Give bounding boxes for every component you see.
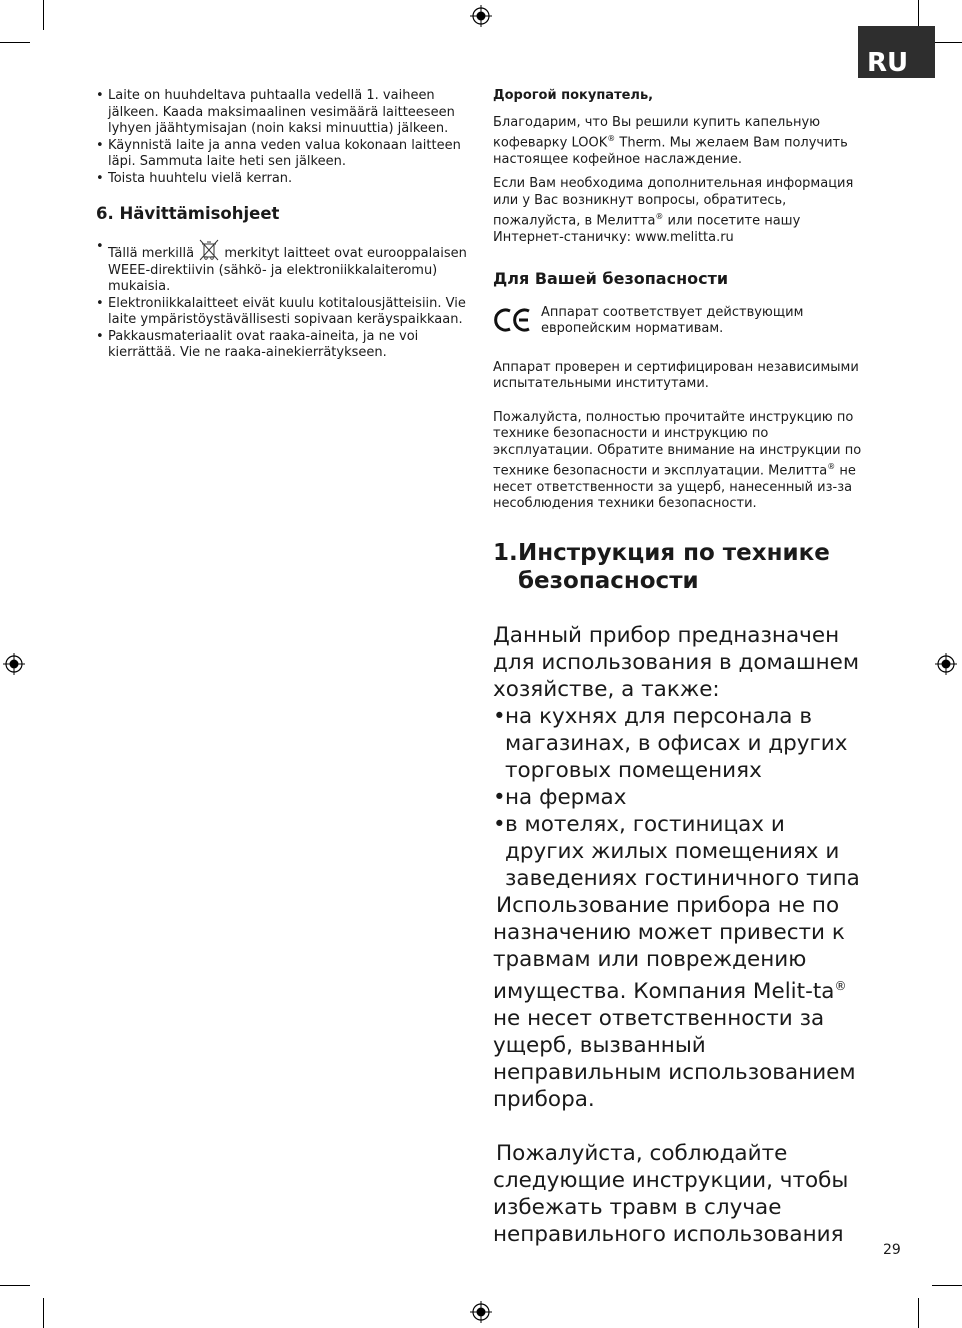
weee-bin-icon (198, 239, 220, 261)
weee-text-before: Tällä merkillä (108, 246, 195, 261)
crop-mark (0, 42, 30, 43)
page-number: 29 (883, 1242, 901, 1258)
crop-mark (932, 1285, 962, 1286)
follow-instructions-paragraph: Пожалуйста, соблюдайте следующие инструкции, чтобы избежать травм в случае неправильного использования (493, 1141, 849, 1248)
weee-text-after: merkityt laitteet ovat eurooppalaisen WEEE-direktiivin (sähkö- ja elektroniikkalaiteromu) mukaisia. (108, 246, 467, 294)
list-item: • Elektroniikkalaitteet eivät kuulu kotitalousjätteisiin. Vie laite ympäristöystävällisesti sopivaan keräyspaikkaan. (96, 296, 468, 329)
ce-text: Аппарат соответствует действующим европейским нормативам. (541, 304, 804, 337)
usage-intro: Данный прибор предназначен для использования в домашнем хозяйстве, а также: (493, 622, 860, 702)
crop-mark (918, 1298, 919, 1328)
ce-conformity (493, 305, 868, 338)
list-item: • Pakkausmateriaalit ovat raaka-aineita, ja ne voi kierrättää. Vie ne raaka-ainekierrätykseen. (96, 329, 468, 362)
crop-mark (932, 42, 962, 43)
misuse-paragraph: Использование прибора не по назначению может привести к травмам или повреждению имущества. Компания Melit-ta® не несет ответственности за ущерб, вызванный неправильным использованием прибора. (493, 892, 856, 1113)
list-item: • в мотелях, гостиницах и других жилых помещениях и заведениях гостиничного типа (493, 811, 868, 892)
read-instructions-paragraph: Пожалуйста, полностью прочитайте инструкцию по технике безопасности и инструкцию по эксплуатации. Обратите внимание на инструкции по технике безопасности и эксплуатации. Мелитта® не несет ответственности за ущерб, нанесенный из-за несоблюдения техники безопасности. (493, 409, 862, 512)
list-item: • на кухнях для персонала в магазинах, в офисах и других торговых помещениях (493, 703, 868, 784)
disposal-heading: 6. Hävittämisohjeet (96, 204, 280, 223)
crop-mark (0, 1285, 30, 1286)
section-title: Инструкция по технике безопасности (518, 539, 830, 594)
language-tab: RU (858, 26, 935, 78)
greeting: Дорогой покупатель, (493, 88, 654, 103)
certification-paragraph: Аппарат проверен и сертифицирован независимыми испытательными институтами. (493, 359, 859, 392)
list-item (96, 239, 468, 296)
registration-mark-icon (470, 5, 492, 27)
disposal-list (96, 239, 468, 362)
usage-list (493, 703, 868, 892)
ce-mark-icon (493, 305, 533, 335)
list-item: • Laite on huuhdeltava puhtaalla vedellä 1. vaiheen jälkeen. Kaada maksimaalinen vesimäärä laitteeseen lyhyen jäähtymisajan (noin kaksi minuuttia) jälkeen. (96, 88, 468, 138)
crop-mark (43, 1298, 44, 1328)
section-number: 1. (493, 539, 518, 566)
list-item: • Toista huuhtelu vielä kerran. (96, 171, 468, 188)
registration-mark-icon (935, 653, 957, 675)
right-column (493, 88, 868, 1248)
rinse-steps-list (96, 88, 468, 187)
registration-mark-icon (3, 653, 25, 675)
section-heading (493, 539, 868, 595)
usage-block (493, 622, 868, 1248)
list-item: • на фермах (493, 784, 868, 811)
crop-mark (43, 0, 44, 30)
left-column (96, 88, 468, 362)
contact-paragraph: Если Вам необходима дополнительная информация или у Вас возникнут вопросы, обратитесь, пожалуйста, в Мелитта® или посетите нашу Интернет-станичку: www.melitta.ru (493, 176, 854, 246)
list-item: • Käynnistä laite ja anna veden valua kokonaan laitteen läpi. Sammuta laite heti sen jälkeen. (96, 138, 468, 171)
intro-paragraph: Благодарим, что Вы решили купить капельную кофеварку LOOK® Therm. Мы желаем Вам получить настоящее кофейное наслаждение. (493, 114, 848, 167)
registration-mark-icon (470, 1301, 492, 1323)
safety-heading: Для Вашей безопасности (493, 268, 729, 288)
